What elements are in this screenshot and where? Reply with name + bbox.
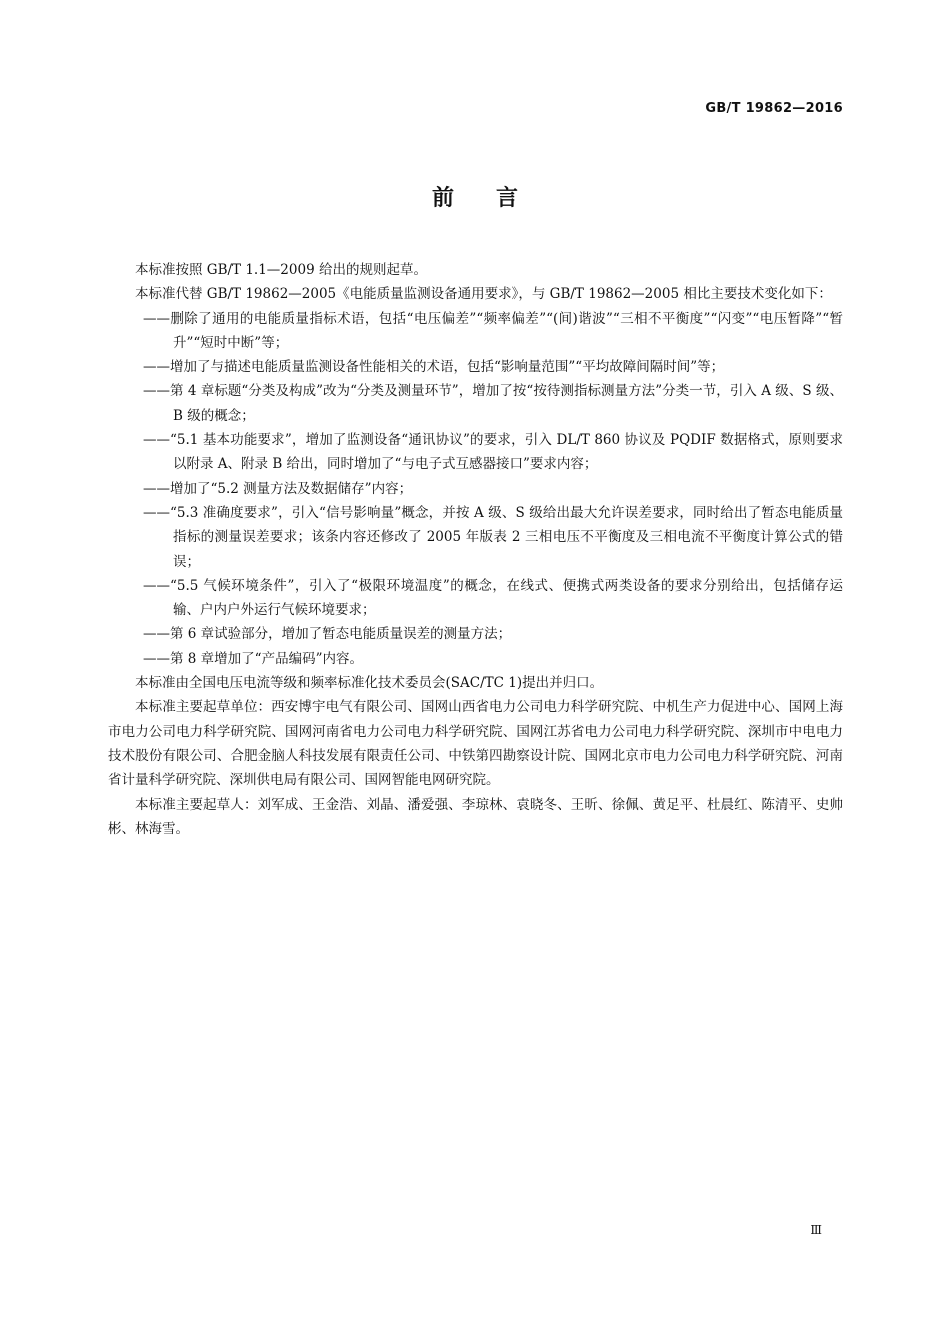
change-item: ——增加了“5.2 测量方法及数据储存”内容；	[143, 480, 413, 497]
change-item: ——第 6 章试验部分，增加了暂态电能质量误差的测量方法；	[143, 626, 512, 643]
paragraph-drafting-units: 本标准主要起草单位：西安博宇电气有限公司、国网山西省电力公司电力科学研究院、中机生产力促进中心、国网上海市电力公司电力科学研究院、国网河南省电力公司电力科学研究院、国网江苏省电力公司电力科学研究院、深圳市中电电力技术股份有限公司、合肥金脑人科技发展有限责任公司、中铁第四勘察设计院、国网北京市电力公司电力科学研究院、河南省计量科学研究院、深圳供电局有限公司、国网智能电网研究院。	[108, 699, 843, 789]
change-item: ——第 4 章标题“分类及构成”改为“分类及测量环节”，增加了按“按待测指标测量方法”分类一节，引入 A 级、S 级、B 级的概念；	[143, 383, 843, 424]
change-item: ——“5.3 准确度要求”，引入“信号影响量”概念，并按 A 级、S 级给出最大允许误差要求，同时给出了暂态电能质量指标的测量误差要求；该条内容还修改了 2005 年版表 2 三相电压不平衡度及三相电流不平衡度计算公式的错误；	[143, 504, 843, 570]
paragraph-replaces: 本标准代替 GB/T 19862—2005《电能质量监测设备通用要求》，与 GB/T 19862—2005 相比主要技术变化如下：	[135, 286, 832, 303]
change-item: ——“5.1 基本功能要求”，增加了监测设备“通讯协议”的要求，引入 DL/T 860 协议及 PQDIF 数据格式，原则要求以附录 A、附录 B 给出，同时增加了“与电子式互感器接口”要求内容；	[143, 432, 843, 473]
paragraph-drafters: 本标准主要起草人：刘军成、王金浩、刘晶、潘爱强、李琼林、袁晓冬、王昕、徐佩、黄足平、杜晨红、陈清平、史帅彬、林海雪。	[108, 796, 843, 837]
change-item: ——“5.5 气候环境条件”，引入了“极限环境温度”的概念，在线式、便携式两类设备的要求分别给出，包括储存运输、户内户外运行气候环境要求；	[143, 577, 843, 619]
paragraph-drafting-rules: 本标准按照 GB/T 1.1—2009 给出的规则起草。	[135, 262, 427, 278]
change-item: ——增加了与描述电能质量监测设备性能相关的术语，包括“影响量范围”“平均故障间隔时间”等；	[143, 359, 725, 376]
paragraph-committee: 本标准由全国电压电流等级和频率标准化技术委员会(SAC/TC 1)提出并归口。	[135, 675, 604, 692]
page-title: 前言	[431, 186, 560, 211]
change-item: ——第 8 章增加了“产品编码”内容。	[143, 650, 363, 667]
foreword-body	[108, 258, 843, 841]
change-item: ——删除了通用的电能质量指标术语，包括“电压偏差”“频率偏差”“(间)谐波”“三相不平衡度”“闪变”“电压暂降”“暂升”“短时中断”等；	[143, 310, 843, 351]
page-number: Ⅲ	[810, 1223, 822, 1237]
standard-number: GB/T 19862—2016	[705, 101, 843, 116]
